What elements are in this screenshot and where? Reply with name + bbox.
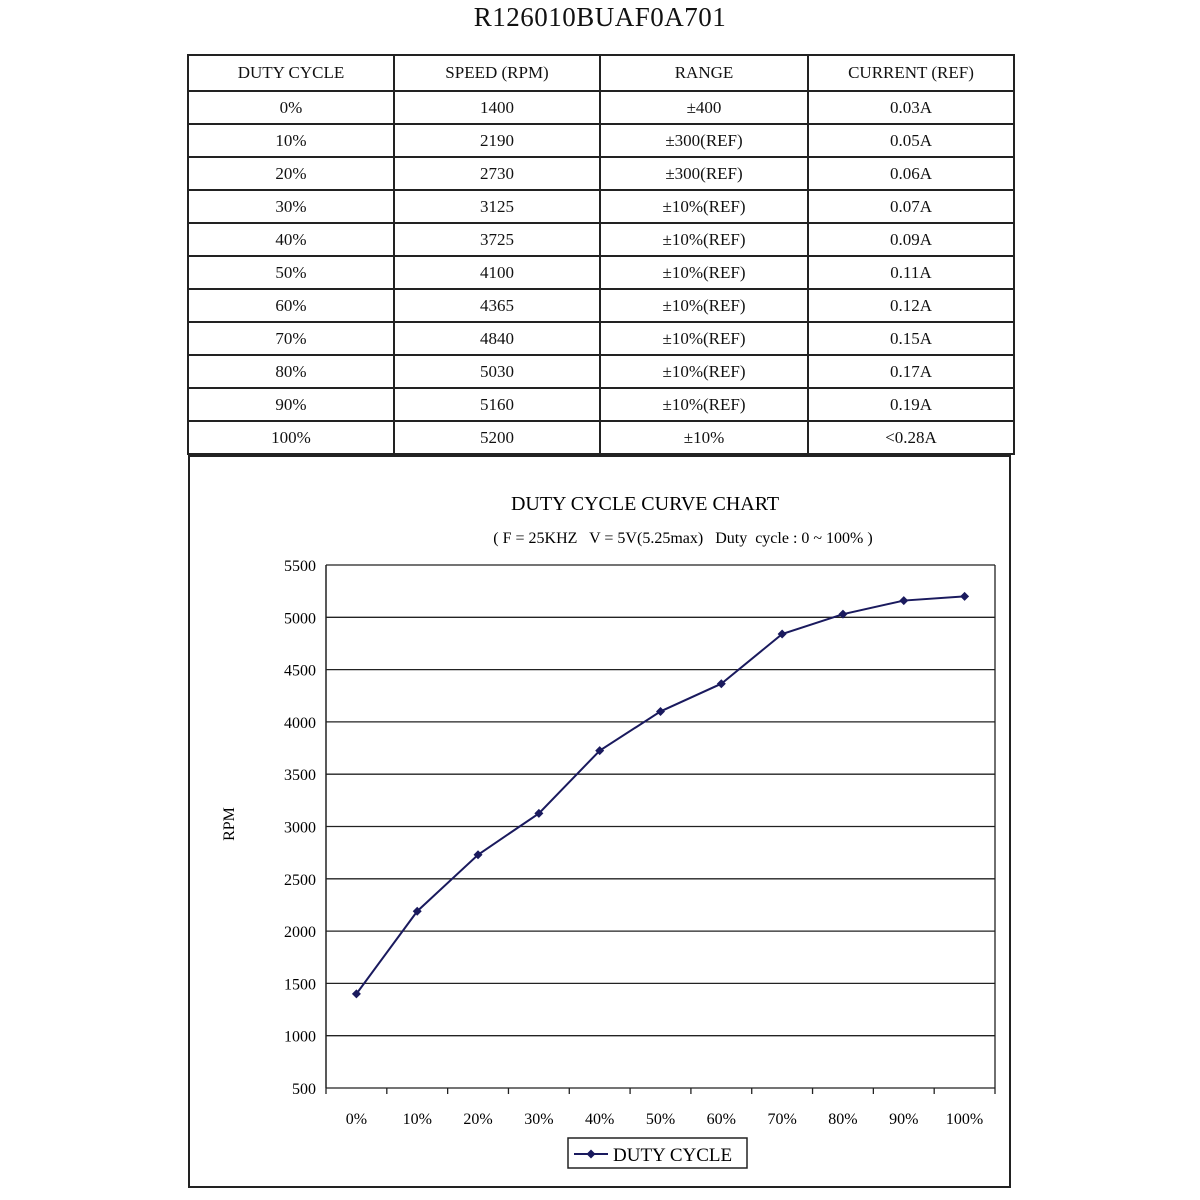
cell-duty: 40% (188, 223, 394, 256)
series-line (356, 596, 964, 993)
plot-area (284, 558, 995, 1128)
cell-current: 0.06A (808, 157, 1014, 190)
table-row (188, 223, 1014, 256)
table-row (188, 190, 1014, 223)
cell-speed: 4840 (394, 322, 600, 355)
cell-range: ±10%(REF) (600, 355, 808, 388)
data-point (899, 596, 908, 605)
cell-speed: 5030 (394, 355, 600, 388)
cell-duty: 90% (188, 388, 394, 421)
table-row (188, 91, 1014, 124)
cell-speed: 1400 (394, 91, 600, 124)
y-tick-label: 3000 (284, 819, 316, 837)
cell-current: 0.07A (808, 190, 1014, 223)
y-tick-label: 2000 (284, 924, 316, 942)
cell-range: ±10%(REF) (600, 388, 808, 421)
x-tick-label: 10% (402, 1111, 432, 1128)
cell-duty: 80% (188, 355, 394, 388)
cell-duty: 50% (188, 256, 394, 289)
legend (568, 1138, 747, 1168)
data-point (960, 592, 969, 601)
x-tick-label: 0% (345, 1111, 368, 1128)
x-tick-label: 20% (463, 1111, 493, 1128)
cell-speed: 2730 (394, 157, 600, 190)
table-row (188, 256, 1014, 289)
table-row (188, 289, 1014, 322)
cell-range: ±300(REF) (600, 157, 808, 190)
cell-current: 0.15A (808, 322, 1014, 355)
cell-current: 0.05A (808, 124, 1014, 157)
cell-current: 0.19A (808, 388, 1014, 421)
cell-duty: 20% (188, 157, 394, 190)
table-row (188, 388, 1014, 421)
y-tick-label: 1000 (284, 1028, 316, 1046)
x-tick-label: 50% (645, 1111, 676, 1128)
cell-duty: 100% (188, 421, 394, 454)
cell-duty: 0% (188, 91, 394, 124)
header-range: RANGE (600, 55, 808, 91)
cell-range: ±10%(REF) (600, 289, 808, 322)
cell-speed: 3125 (394, 190, 600, 223)
table-header-row (188, 55, 1014, 91)
cell-duty: 10% (188, 124, 394, 157)
cell-range: ±10%(REF) (600, 223, 808, 256)
cell-range: ±400 (600, 91, 808, 124)
table-row (188, 322, 1014, 355)
cell-duty: 70% (188, 322, 394, 355)
x-tick-label: 40% (585, 1111, 615, 1128)
cell-current: 0.09A (808, 223, 1014, 256)
x-tick-label: 30% (524, 1111, 554, 1128)
header-duty-cycle: DUTY CYCLE (188, 55, 394, 91)
y-tick-label: 4000 (284, 714, 316, 732)
y-tick-label: 2500 (284, 871, 316, 889)
y-tick-label: 1500 (284, 976, 316, 994)
y-tick-label: 3500 (284, 767, 316, 785)
chart-subtitle: ( F = 25KHZ V = 5V(5.25max) Duty cycle : 0 ~ 100% ) (493, 530, 873, 547)
cell-current: 0.11A (808, 256, 1014, 289)
chart-frame (188, 455, 1011, 1188)
y-axis-label: RPM (221, 807, 238, 841)
spec-table (187, 54, 1015, 455)
chart-title: DUTY CYCLE CURVE CHART (510, 493, 780, 515)
cell-current: 0.03A (808, 91, 1014, 124)
table-row (188, 421, 1014, 454)
cell-speed: 3725 (394, 223, 600, 256)
x-tick-label: 90% (889, 1111, 919, 1128)
cell-current: <0.28A (808, 421, 1014, 454)
y-tick-label: 500 (292, 1081, 316, 1098)
table-row (188, 157, 1014, 190)
legend-label: DUTY CYCLE (613, 1145, 733, 1166)
cell-speed: 5160 (394, 388, 600, 421)
y-tick-label: 5000 (284, 610, 316, 628)
x-tick-label: 60% (706, 1111, 736, 1128)
header-current: CURRENT (REF) (808, 55, 1014, 91)
table-row (188, 124, 1014, 157)
y-tick-label: 5500 (284, 558, 316, 575)
cell-speed: 2190 (394, 124, 600, 157)
cell-duty: 60% (188, 289, 394, 322)
model-title: R126010BUAF0A701 (473, 2, 727, 32)
cell-speed: 4100 (394, 256, 600, 289)
x-tick-label: 80% (828, 1111, 858, 1128)
cell-speed: 5200 (394, 421, 600, 454)
cell-duty: 30% (188, 190, 394, 223)
y-tick-label: 4500 (284, 662, 316, 680)
cell-current: 0.17A (808, 355, 1014, 388)
cell-range: ±10%(REF) (600, 322, 808, 355)
cell-range: ±10% (600, 421, 808, 454)
duty-cycle-chart (190, 457, 1009, 1186)
x-tick-label: 70% (767, 1111, 797, 1128)
header-speed: SPEED (RPM) (394, 55, 600, 91)
cell-range: ±300(REF) (600, 124, 808, 157)
x-tick-label: 100% (945, 1111, 984, 1128)
cell-range: ±10%(REF) (600, 256, 808, 289)
table-row (188, 355, 1014, 388)
cell-speed: 4365 (394, 289, 600, 322)
cell-range: ±10%(REF) (600, 190, 808, 223)
cell-current: 0.12A (808, 289, 1014, 322)
